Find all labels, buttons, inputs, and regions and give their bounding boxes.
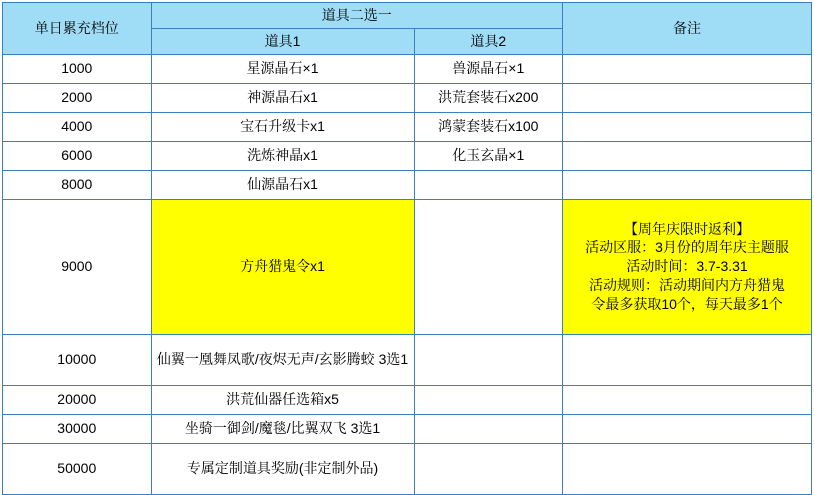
row-item1: 方舟猎鬼令x1 bbox=[151, 199, 414, 334]
row-item2: 化玉玄晶×1 bbox=[414, 141, 563, 170]
header-item2: 道具2 bbox=[414, 28, 563, 54]
row-tier: 6000 bbox=[3, 141, 152, 170]
table-row bbox=[3, 170, 812, 199]
row-item1: 专属定制道具奖励(非定制外品) bbox=[151, 443, 414, 494]
row-item2 bbox=[414, 385, 563, 414]
row-note bbox=[563, 141, 812, 170]
row-item1: 宝石升级卡x1 bbox=[151, 112, 414, 141]
row-note bbox=[563, 414, 812, 443]
row-item1: 坐骑一御剑/魔毯/比翼双飞 3选1 bbox=[151, 414, 414, 443]
table-row bbox=[3, 385, 812, 414]
row-tier: 4000 bbox=[3, 112, 152, 141]
reward-table bbox=[2, 2, 812, 495]
row-tier: 10000 bbox=[3, 334, 152, 385]
row-note bbox=[563, 385, 812, 414]
note-line: 【周年庆限时返利】 bbox=[624, 220, 751, 237]
row-note bbox=[563, 83, 812, 112]
row-note bbox=[563, 170, 812, 199]
row-item2: 鸿蒙套装石x100 bbox=[414, 112, 563, 141]
row-item2 bbox=[414, 170, 563, 199]
row-item1: 神源晶石x1 bbox=[151, 83, 414, 112]
note-line: 活动时间：3.7-3.31 bbox=[626, 258, 748, 275]
table-row bbox=[3, 112, 812, 141]
row-item2 bbox=[414, 199, 563, 334]
row-item2 bbox=[414, 443, 563, 494]
row-item2 bbox=[414, 414, 563, 443]
row-note bbox=[563, 112, 812, 141]
table-row-highlight bbox=[3, 199, 812, 334]
row-note bbox=[563, 199, 812, 334]
row-tier: 30000 bbox=[3, 414, 152, 443]
row-tier: 20000 bbox=[3, 385, 152, 414]
row-tier: 2000 bbox=[3, 83, 152, 112]
row-item1: 星源晶石×1 bbox=[151, 54, 414, 83]
row-note bbox=[563, 334, 812, 385]
reward-table-page bbox=[0, 2, 814, 477]
row-item2 bbox=[414, 334, 563, 385]
table-header-row-1 bbox=[3, 3, 812, 29]
row-tier: 1000 bbox=[3, 54, 152, 83]
row-item2: 兽源晶石×1 bbox=[414, 54, 563, 83]
header-item1: 道具1 bbox=[151, 28, 414, 54]
header-note: 备注 bbox=[563, 3, 812, 55]
header-tier: 单日累充档位 bbox=[3, 3, 152, 55]
table-row bbox=[3, 83, 812, 112]
table-row bbox=[3, 414, 812, 443]
note-line: 活动区服：3月份的周年庆主题服 bbox=[585, 239, 789, 256]
row-note bbox=[563, 443, 812, 494]
row-item1: 仙翼一凰舞凤歌/夜烬无声/玄影腾蛟 3选1 bbox=[151, 334, 414, 385]
note-line: 令最多获取10个，每天最多1个 bbox=[591, 296, 783, 313]
row-tier: 50000 bbox=[3, 443, 152, 494]
row-tier: 8000 bbox=[3, 170, 152, 199]
row-item1: 洗炼神晶x1 bbox=[151, 141, 414, 170]
table-row bbox=[3, 443, 812, 494]
row-note bbox=[563, 54, 812, 83]
header-item-group: 道具二选一 bbox=[151, 3, 563, 29]
row-item2: 洪荒套装石x200 bbox=[414, 83, 563, 112]
note-line: 活动规则：活动期间内方舟猎鬼 bbox=[589, 277, 786, 294]
table-row bbox=[3, 54, 812, 83]
row-item1: 洪荒仙器任选箱x5 bbox=[151, 385, 414, 414]
row-tier: 9000 bbox=[3, 199, 152, 334]
row-item1: 仙源晶石x1 bbox=[151, 170, 414, 199]
table-row bbox=[3, 334, 812, 385]
table-row bbox=[3, 141, 812, 170]
